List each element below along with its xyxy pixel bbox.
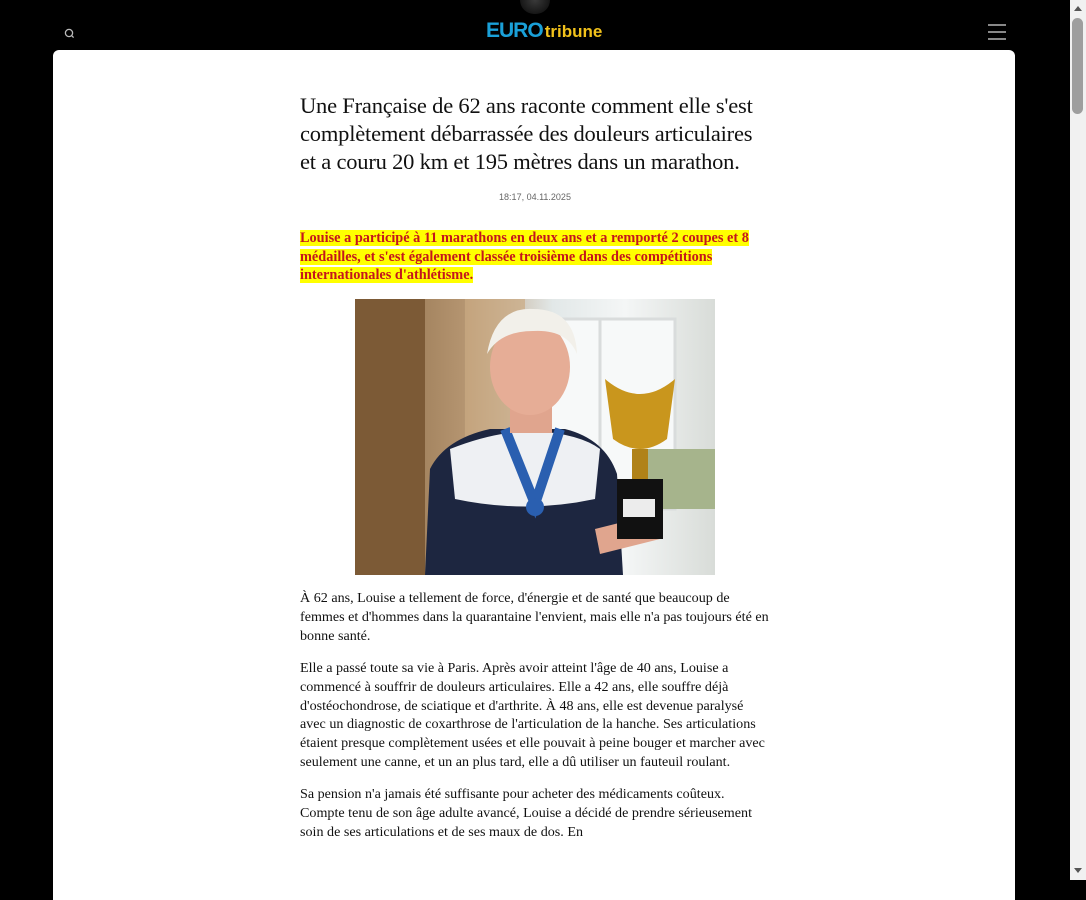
site-logo[interactable] xyxy=(486,20,602,44)
article-card xyxy=(53,50,1015,900)
article-paragraph: Sa pension n'a jamais été suffisante pour acheter des médicaments coûteux. Compte tenu de son âge adulte avancé, Louise a décidé de prendre sérieusement soin de ses articulations et de ses maux de dos. En xyxy=(300,786,752,840)
top-bar xyxy=(0,0,1070,50)
scroll-up-arrow-icon[interactable] xyxy=(1074,6,1082,11)
article xyxy=(300,92,770,842)
article-paragraph: Elle a passé toute sa vie à Paris. Après avoir atteint l'âge de 40 ans, Louise a commencé à souffrir de douleurs articulaires. Elle a 42 ans, elle souffre déjà d'ostéochondrose, de sciatique et d'arthrite. À 48 ans, elle est devenue paralysé avec un diagnostic de coxarthrose de l'articulation de la hanche. Ses articulations étaient presque complètement usées et elle pouvait à peine bouger et marcher avec seulement une canne, et un an plus tard, elle a dû utiliser un fauteuil roulant. xyxy=(300,660,765,770)
article-title: Une Française de 62 ans raconte comment elle s'est complètement débarrassée des douleurs articulaires et a couru 20 km et 195 mètres dans un marathon. xyxy=(300,93,753,174)
vertical-scrollbar[interactable] xyxy=(1070,0,1086,880)
article-lead xyxy=(300,229,770,285)
logo-tribune: tribune xyxy=(544,22,603,41)
logo-euro: EURO xyxy=(486,19,543,42)
lead-highlight: Louise a participé à 11 marathons en deux ans et a remporté 2 coupes et 8 médailles, et s'est également classée troisième dans des compétitions internationales d'athlétisme. xyxy=(300,230,749,284)
article-paragraph: À 62 ans, Louise a tellement de force, d'énergie et de santé que beaucoup de femmes et d'hommes dans la quarantaine l'envient, mais elle n'a pas toujours été en bonne santé. xyxy=(300,590,769,644)
logo-figure-icon xyxy=(520,0,550,14)
search-icon[interactable] xyxy=(62,26,78,42)
hamburger-menu-icon[interactable] xyxy=(988,24,1006,40)
article-date: 18:17, 04.11.2025 xyxy=(499,192,571,202)
scroll-down-arrow-icon[interactable] xyxy=(1074,868,1082,873)
scrollbar-thumb[interactable] xyxy=(1072,18,1083,114)
article-photo xyxy=(355,299,715,575)
